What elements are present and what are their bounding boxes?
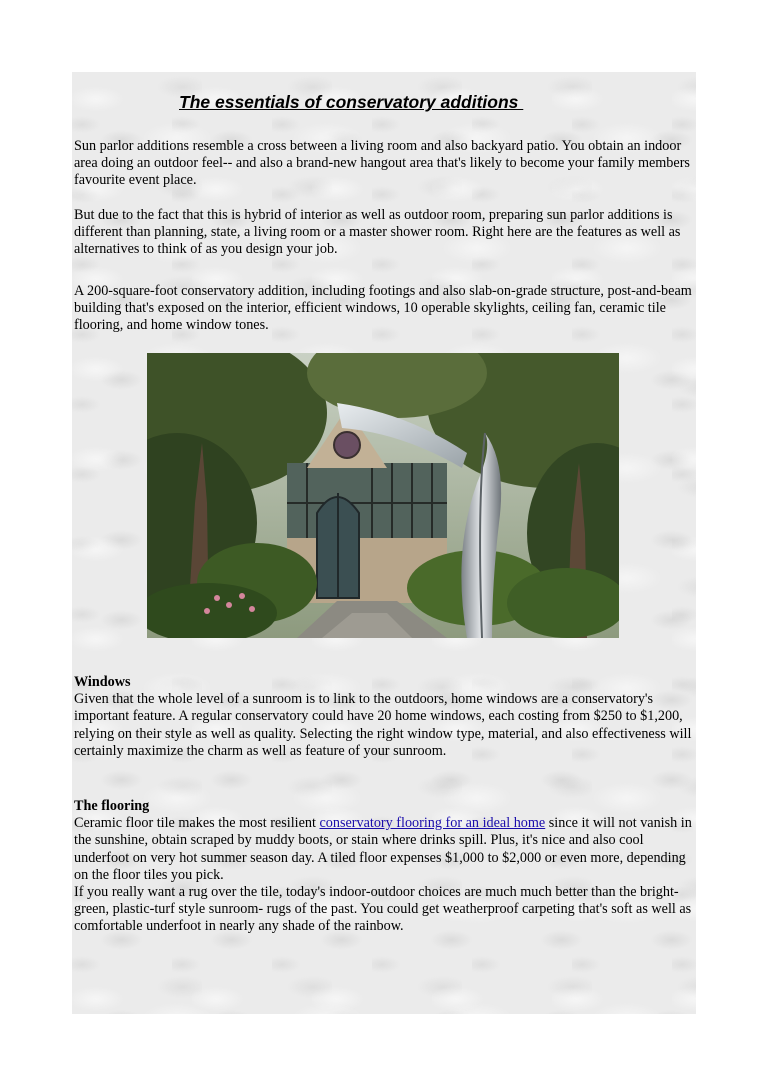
flooring-section bbox=[74, 798, 694, 936]
paragraph-intro: Sun parlor additions resemble a cross between a living room and also backyard patio. You obtain an indoor area doing an outdoor feel-- and also a brand-new hangout area that's likely to become your family members favourite event place. bbox=[74, 138, 690, 189]
conservatory-flooring-link[interactable]: conservatory flooring for an ideal home bbox=[319, 815, 546, 832]
windows-body: Given that the whole level of a sunroom is to link to the outdoors, home windows are a conservatory's important feature. A regular conservatory could have 20 home windows, each costing from $250 to $1,200, relying on their style as well as quality. Selecting the right window type, material, and also effectiveness will certainly maximize the charm as well as feature of your sunroom. bbox=[74, 691, 692, 759]
flooring-body-start: Ceramic floor tile makes the most resilient bbox=[74, 815, 320, 832]
conservatory-photo bbox=[147, 353, 619, 638]
paragraph-addition-specs: A 200-square-foot conservatory addition, including footings and also slab-on-grade structure, post-and-beam building that's exposed on the interior, efficient windows, 10 operable skylights, ceiling fan, ceramic tile flooring, and home window tones. bbox=[74, 283, 692, 334]
flooring-body-rug: If you really want a rug over the tile, today's indoor-outdoor choices are much much better than the bright-green, plastic-turf style sunroom- rugs of the past. You could get weatherproof carpeting that's soft as well as comfortable underfoot in nearly any shade of the rainbow. bbox=[74, 884, 692, 935]
document-page bbox=[72, 72, 696, 1014]
flooring-heading: The flooring bbox=[74, 798, 150, 814]
windows-heading: Windows bbox=[74, 674, 131, 690]
flooring-body-end: since it will not vanish in the sunshine, obtain scraped by muddy boots, or stain where drinks spill. Plus, it's nice and also cool underfoot on very hot summer season day. A tiled floor expenses $1,000 to $2,000 or even more, depending on the floor tiles you pick. bbox=[74, 815, 692, 883]
windows-section bbox=[74, 674, 694, 760]
paragraph-hybrid-room: But due to the fact that this is hybrid of interior as well as outdoor room, preparing sun parlor additions is different than planning, state, a living room or a master shower room. Right here are the features as well as alternatives to think of as you design your job. bbox=[74, 207, 681, 258]
document-title: The essentials of conservatory additions bbox=[179, 92, 524, 112]
